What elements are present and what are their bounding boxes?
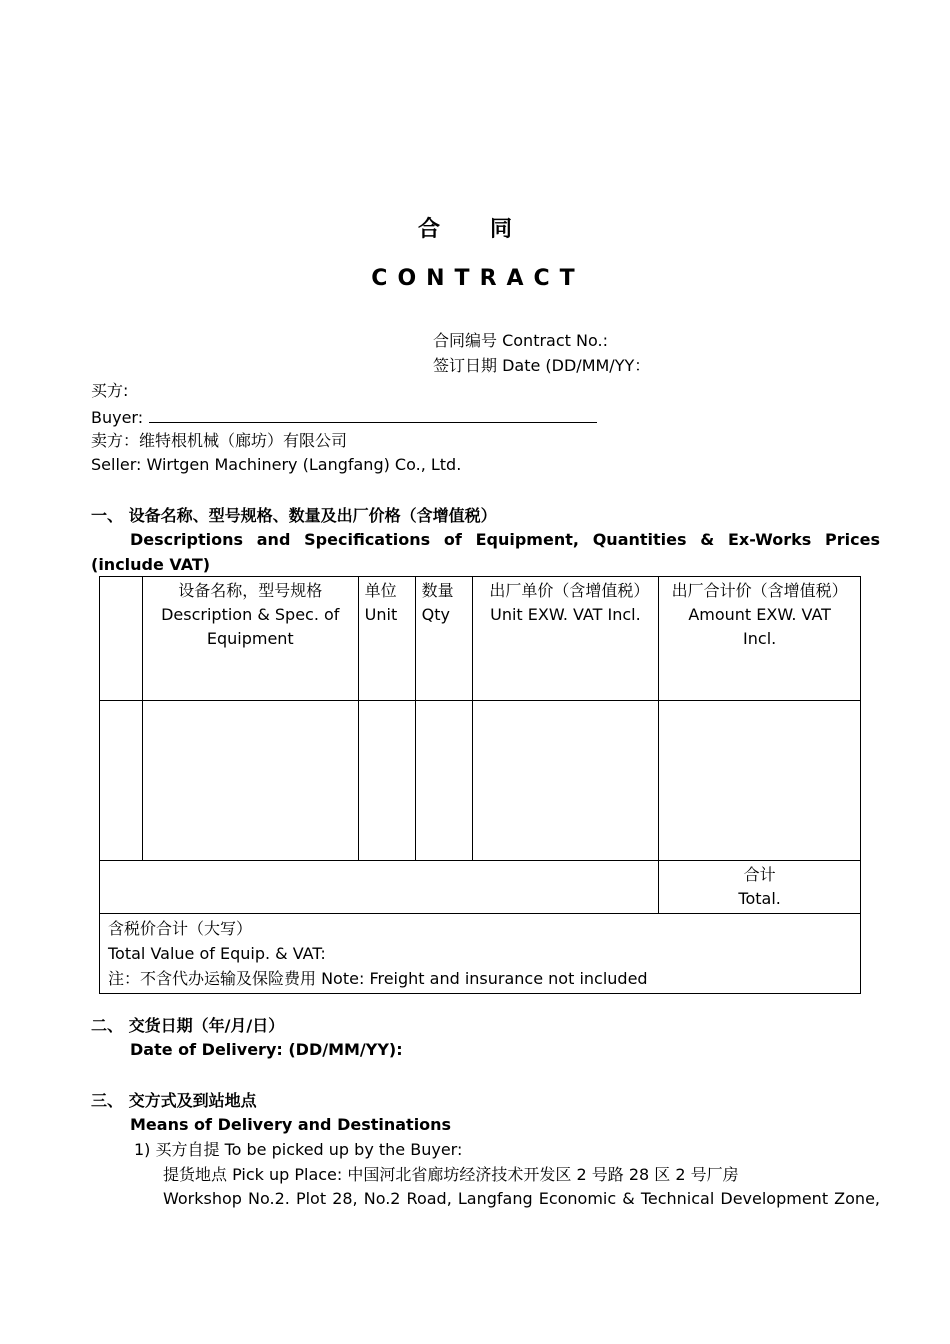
- table-cell-index: [100, 701, 143, 861]
- table-header-amount: 出厂合计价（含增值税）Amount EXW. VAT Incl.: [659, 577, 861, 701]
- table-cell-qty: [415, 701, 472, 861]
- section1-heading-en-cont: (include VAT): [91, 555, 211, 574]
- equipment-table: [99, 576, 861, 994]
- buyer-blank-line: [149, 406, 597, 423]
- seller-en-label: Seller: Wirtgen Machinery (Langfang) Co., Ltd.: [91, 455, 462, 474]
- section3-heading-cn: 三、 交方式及到站地点: [91, 1091, 257, 1110]
- table-footer-cell: [100, 914, 861, 994]
- total-label-en: Total.: [738, 889, 781, 908]
- table-footer-row: [100, 914, 861, 994]
- pickup-address-en: Workshop No.2. Plot 28, No.2 Road, Langfang Economic & Technical Development Zone,: [163, 1189, 880, 1208]
- table-header-row: [100, 577, 861, 701]
- seller-cn-label: 卖方：维特根机械（廊坊）有限公司: [91, 431, 348, 450]
- table-index-header: [100, 577, 143, 701]
- freight-note: 注：不含代办运输及保险费用 Note: Freight and insurance not included: [108, 969, 648, 988]
- header-qty-en: Qty: [421, 605, 450, 624]
- total-value-en: Total Value of Equip. & VAT:: [108, 944, 326, 963]
- title-chinese: 合同: [417, 217, 562, 242]
- table-header-qty: [415, 577, 472, 701]
- table-header-unit: [358, 577, 415, 701]
- buyer-en-row: [91, 406, 597, 428]
- section3-heading-en: Means of Delivery and Destinations: [130, 1115, 452, 1134]
- section1-heading-cn: 一、 设备名称、型号规格、数量及出厂价格（含增值税）: [91, 506, 497, 525]
- table-total-cell: [659, 861, 861, 914]
- table-cell-unit-price: [472, 701, 659, 861]
- pickup-place: 提货地点 Pick up Place: 中国河北省廊坊经济技术开发区 2 号路 28 区 2 号厂房: [163, 1165, 739, 1184]
- table-cell-amount: [659, 701, 861, 861]
- table-cell-description: [142, 701, 358, 861]
- contract-number-label: 合同编号 Contract No.:: [433, 331, 608, 350]
- section1-heading-en: Descriptions and Specifications of Equipment, Quantities & Ex-Works Prices: [130, 530, 880, 549]
- buyer-en-label: Buyer:: [91, 408, 144, 427]
- header-qty-cn: 数量: [421, 581, 454, 600]
- header-desc-cn: 设备名称，型号规格: [178, 581, 323, 600]
- table-total-spacer: [100, 861, 659, 914]
- delivery-option-pickup: 1) 买方自提 To be picked up by the Buyer:: [134, 1140, 463, 1159]
- buyer-cn-label: 买方:: [91, 381, 129, 400]
- total-value-cn: 含税价合计（大写）: [108, 919, 253, 938]
- title-english: CONTRACT: [371, 266, 585, 291]
- header-unit-en: Unit: [364, 605, 398, 624]
- table-header-description: [142, 577, 358, 701]
- section2-heading-en: Date of Delivery: (DD/MM/YY):: [130, 1040, 403, 1059]
- section2-heading-cn: 二、 交货日期（年/月/日）: [91, 1016, 285, 1035]
- table-total-row: [100, 861, 861, 914]
- total-label-cn: 合计: [743, 865, 776, 884]
- header-unit-cn: 单位: [364, 581, 397, 600]
- signing-date-label: 签订日期 Date (DD/MM/YY：: [433, 356, 651, 375]
- table-cell-unit: [358, 701, 415, 861]
- table-header-unit-price: 出厂单价（含增值税）Unit EXW. VAT Incl.: [472, 577, 659, 701]
- table-row: [100, 701, 861, 861]
- header-desc-en: Description & Spec. of Equipment: [161, 605, 340, 648]
